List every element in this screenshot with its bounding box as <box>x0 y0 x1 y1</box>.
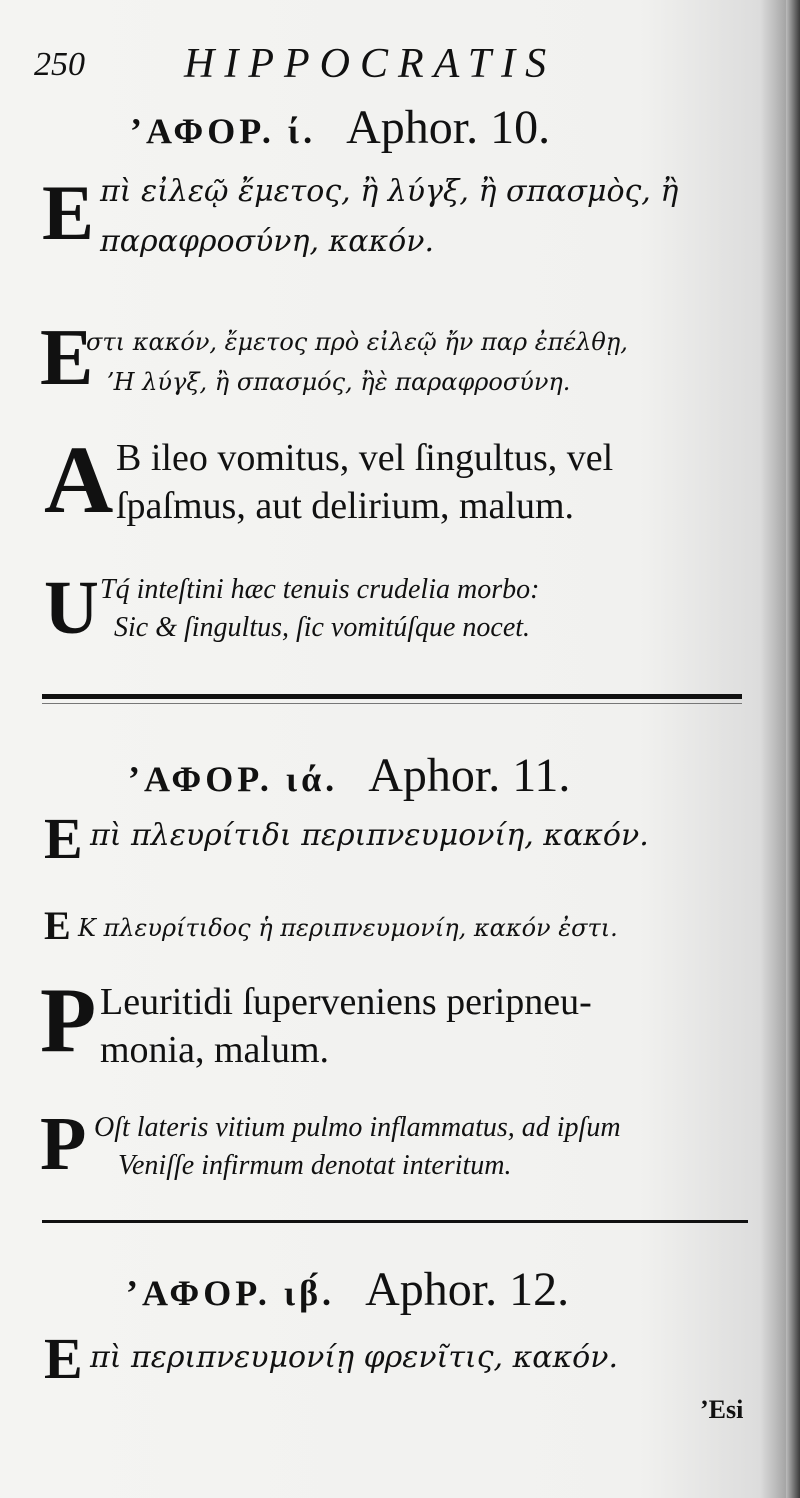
greek-verse-line: στι κακόν, ἔμετος πρὸ εἰλεῷ ἤν παρ ἐπέλθῃ, <box>86 328 628 356</box>
aphorism-12-greek-prose <box>44 1326 764 1391</box>
latin-prose-line: Leuritidi ſuperveniens peripneu- <box>100 981 592 1023</box>
drop-cap: P <box>40 1102 87 1186</box>
greek-prose-line: πὶ εἰλεῷ ἔμετος, ἢ λύγξ, ἢ σπασμὸς, ἢ <box>100 174 679 209</box>
drop-cap: Ε <box>44 1326 83 1391</box>
catchword: ʼEsi <box>700 1395 744 1424</box>
drop-cap: P <box>40 969 97 1071</box>
drop-cap: U <box>44 566 99 650</box>
aphorism-12-heading-latin: Aphor. 12. <box>365 1263 570 1316</box>
drop-cap: Ε <box>44 806 83 871</box>
greek-prose-line: παραφροσύνη, κακόν. <box>100 224 435 259</box>
aphorism-10-greek-prose <box>42 170 762 280</box>
aphorism-10-latin-verse <box>44 566 764 660</box>
latin-verse-line: Sic & ſingultus, ſic vomitúſque nocet. <box>114 612 531 643</box>
greek-verse-line: ʼΗ λύγξ, ἢ σπασμός, ἢὲ παραφροσύνη. <box>106 368 571 396</box>
page-gutter-shadow <box>786 0 800 1498</box>
section-rule-thin <box>42 703 742 704</box>
greek-prose-line: πὶ πλευρίτιδι περιπνευμονίη, κακόν. <box>90 818 649 853</box>
drop-cap: Ε <box>44 903 71 948</box>
aphorism-10-latin-prose <box>44 426 764 533</box>
latin-prose-line: B ileo vomitus, vel ſingultus, vel <box>116 437 614 479</box>
aphorism-11-heading-latin: Aphor. 11. <box>368 749 571 802</box>
section-rule <box>42 1220 748 1223</box>
aphorism-11-greek-verse <box>44 903 764 956</box>
greek-verse-line: Κ πλευρίτιδος ἡ περιπνευμονίη, κακόν ἐστι. <box>78 914 618 942</box>
latin-verse-line: Tq́ inteſtini hæc tenuis crudelia morbo: <box>100 574 540 605</box>
aphorism-11-latin-verse <box>40 1102 770 1196</box>
aphorism-12-heading <box>126 1262 569 1317</box>
page-number: 250 <box>34 46 85 83</box>
aphorism-11-heading <box>128 748 570 803</box>
latin-verse-line: Oſt lateris vitium pulmo inflammatus, ad ipſum <box>94 1112 621 1143</box>
aphorism-10-heading <box>130 100 550 155</box>
running-title: HIPPOCRATIS <box>184 41 557 87</box>
aphorism-11-latin-prose <box>40 969 770 1084</box>
latin-prose-line: ſpaſmus, aut delirium, malum. <box>116 485 575 527</box>
aphorism-11-heading-greek: ʼΑΦΟΡ. ιά. <box>128 759 339 799</box>
drop-cap: Ε <box>42 169 95 256</box>
latin-prose-line: monia, malum. <box>100 1029 330 1071</box>
drop-cap: A <box>44 426 114 533</box>
aphorism-12-heading-greek: ʼΑΦΟΡ. ιβ́. <box>126 1273 336 1313</box>
latin-verse-line: Veniſſe infirmum denotat interitum. <box>118 1150 512 1181</box>
aphorism-10-greek-verse <box>40 314 760 418</box>
greek-prose-line: πὶ περιπνευμονίῃ φρενῖτις, κακόν. <box>90 1340 619 1375</box>
drop-cap: Ε <box>40 314 94 402</box>
aphorism-10-heading-latin: Aphor. 10. <box>346 101 551 154</box>
running-head <box>34 40 694 90</box>
aphorism-11-greek-prose <box>44 806 764 871</box>
aphorism-10-heading-greek: ʼΑΦΟΡ. ί. <box>130 111 317 151</box>
section-rule <box>42 694 742 699</box>
